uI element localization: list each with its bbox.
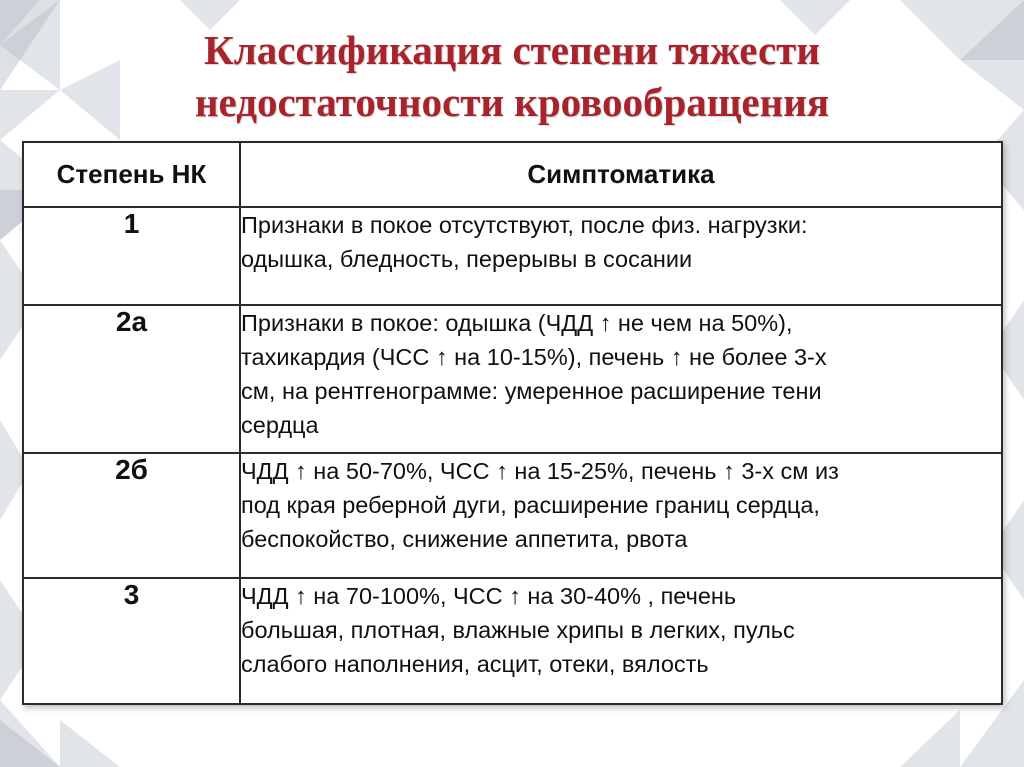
grade-cell: 2а <box>23 305 240 453</box>
symptom-line: ЧДД ↑ на 70-100%, ЧСС ↑ на 30-40% , печень <box>241 583 737 609</box>
symptom-line: беспокойство, снижение аппетита, рвота <box>241 526 688 552</box>
symptom-line: слабого наполнения, асцит, отеки, вялость <box>241 651 709 677</box>
symptom-line: ЧДД ↑ на 50-70%, ЧСС ↑ на 15-25%, печень ↑ 3-х см из <box>241 458 839 484</box>
grade-cell: 2б <box>23 453 240 578</box>
symptoms-cell <box>240 305 1002 453</box>
symptom-line: см, на рентгенограмме: умеренное расширение тени <box>241 378 822 404</box>
header-symptoms: Симптоматика <box>240 142 1002 207</box>
symptom-line: большая, плотная, влажные хрипы в легких, пульс <box>241 617 795 643</box>
table-row <box>23 305 1002 453</box>
symptom-line: Признаки в покое отсутствуют, после физ. нагрузки: <box>241 212 808 238</box>
symptom-line: тахикардия (ЧСС ↑ на 10-15%), печень ↑ не более 3-х <box>241 344 827 370</box>
symptoms-cell <box>240 453 1002 578</box>
table-row <box>23 453 1002 578</box>
symptoms-cell <box>240 578 1002 704</box>
classification-table <box>22 141 1003 705</box>
table-row <box>23 578 1002 704</box>
slide-title-line-1: Классификация степени тяжести <box>204 27 820 73</box>
symptom-line: одышка, бледность, перерывы в сосании <box>241 246 693 272</box>
symptoms-cell <box>240 207 1002 305</box>
symptom-line: Признаки в покое: одышка (ЧДД ↑ не чем на 50%), <box>241 310 793 336</box>
table-header-row <box>23 142 1002 207</box>
header-grade: Степень НК <box>23 142 240 207</box>
table-row <box>23 207 1002 305</box>
slide-title-line-2: недостаточности кровообращения <box>194 79 830 125</box>
slide-title <box>0 24 1024 128</box>
symptom-line: сердца <box>241 412 319 438</box>
grade-cell: 3 <box>23 578 240 704</box>
grade-cell: 1 <box>23 207 240 305</box>
symptom-line: под края реберной дуги, расширение границ сердца, <box>241 492 820 518</box>
